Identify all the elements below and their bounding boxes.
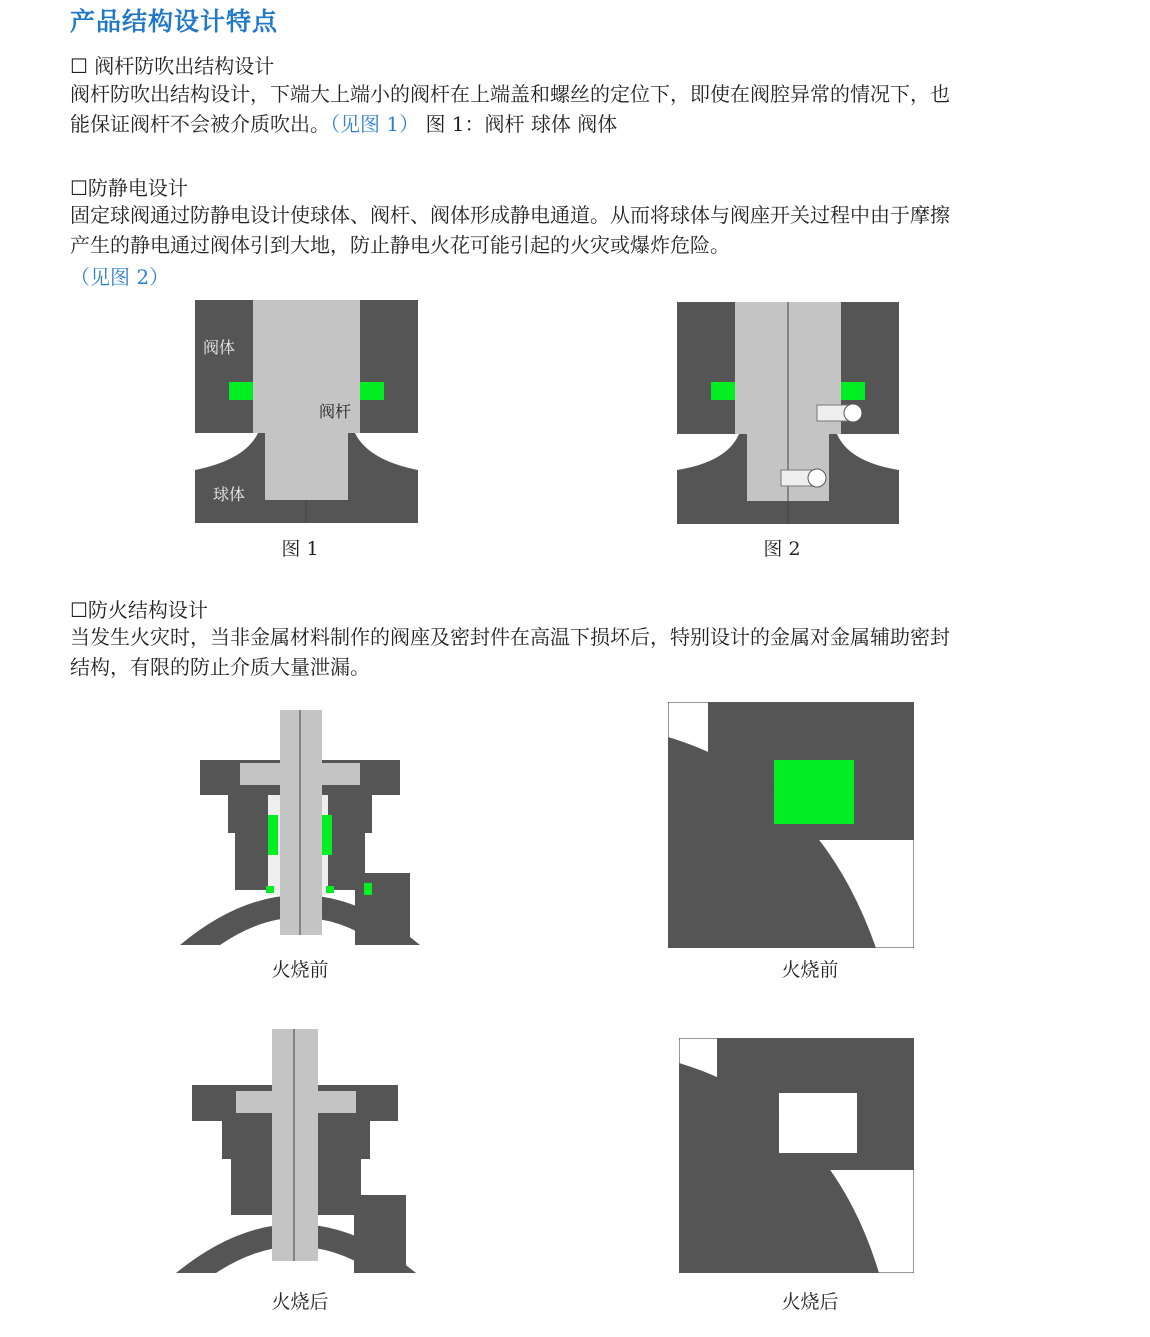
figure-1-caption: 图 1 <box>281 538 319 560</box>
paragraph-line: 能保证阀杆不会被介质吹出。 <box>70 112 330 136</box>
page-title: 产品结构设计特点 <box>70 7 279 36</box>
fireproof-seat-after-detail <box>679 1038 914 1273</box>
caption-before-fire-right: 火烧前 <box>781 959 839 981</box>
fireproof-valve-after-diagram <box>176 1025 416 1277</box>
section-heading-stem-blowout: ☐ 阀杆防吹出结构设计 <box>70 54 275 78</box>
paragraph-fireproof <box>70 622 1090 682</box>
paragraph-stem-blowout <box>70 79 1090 139</box>
figure-reference-link[interactable]: （见图 1） <box>330 112 420 136</box>
paragraph-antistatic <box>70 200 1090 260</box>
figure-1-antistatic-diagram <box>195 300 418 523</box>
label-valve-body: 阀体 <box>203 338 236 357</box>
paragraph-line: 产生的静电通过阀体引到大地，防止静电火花可能引起的火灾或爆炸危险。 <box>70 233 730 257</box>
section-heading-fireproof: ☐防火结构设计 <box>70 598 208 622</box>
label-valve-stem: 阀杆 <box>319 402 352 421</box>
label-ball: 球体 <box>213 485 246 504</box>
paragraph-line: 当发生火灾时，当非金属材料制作的阀座及密封件在高温下损坏后，特别设计的金属对金属辅助密封 <box>70 625 950 649</box>
section-heading-antistatic: ☐防静电设计 <box>70 176 188 200</box>
caption-after-fire-right: 火烧后 <box>781 1291 839 1313</box>
figure-2-antistatic-diagram <box>677 302 899 524</box>
figure-2-caption: 图 2 <box>763 538 801 560</box>
caption-before-fire-left: 火烧前 <box>271 959 329 981</box>
figure-reference-link[interactable]: （见图 2） <box>70 265 170 289</box>
paragraph-line: 固定球阀通过防静电设计使球体、阀杆、阀体形成静电通道。从而将球体与阀座开关过程中由于摩擦 <box>70 203 950 227</box>
paragraph-line: 阀杆防吹出结构设计，下端大上端小的阀杆在上端盖和螺丝的定位下，即使在阀腔异常的情况下，也 <box>70 82 950 106</box>
paragraph-line: 结构，有限的防止介质大量泄漏。 <box>70 655 370 679</box>
figure-note: 图 1：阀杆 球体 阀体 <box>419 112 618 136</box>
caption-after-fire-left: 火烧后 <box>271 1291 329 1313</box>
fireproof-valve-before-diagram <box>180 705 420 950</box>
fireproof-seat-before-detail <box>668 702 914 948</box>
